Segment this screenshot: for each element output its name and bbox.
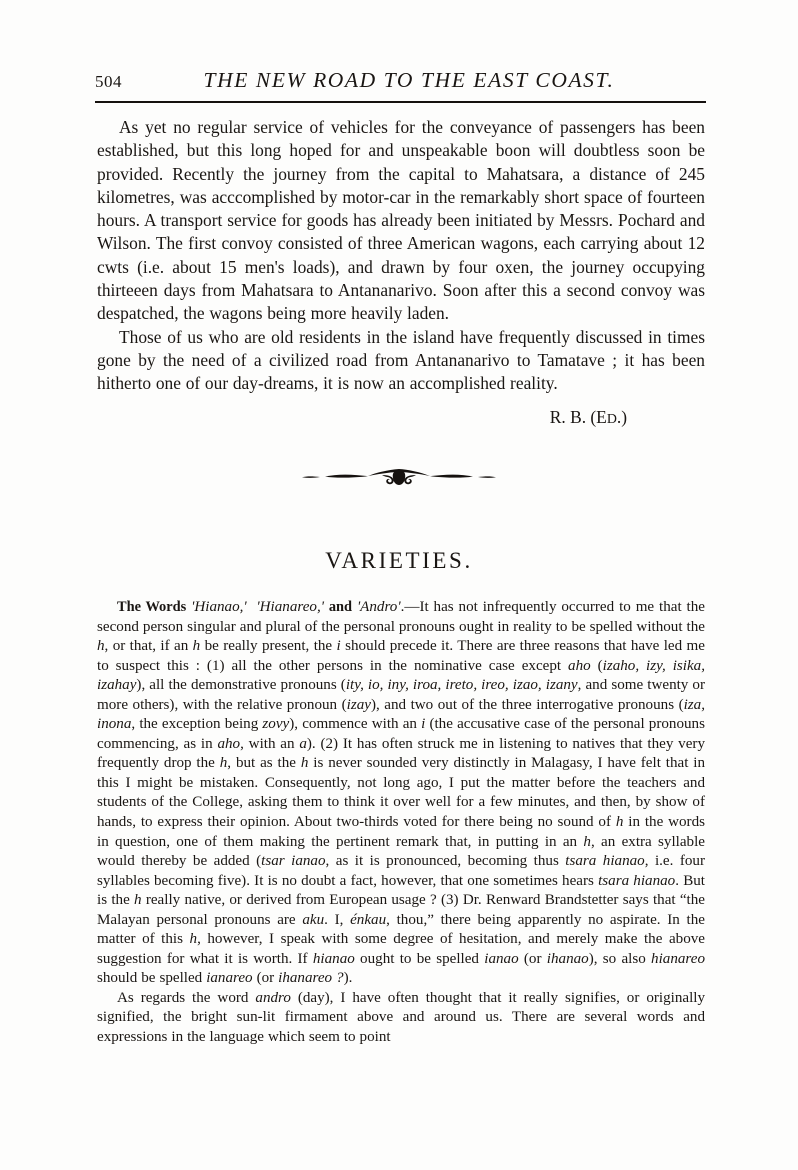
variety-text: , i.e. four syllables becoming five). It is no doubt a fact, however, that one sometimes hears [97, 853, 706, 889]
variety-text: ( [590, 657, 603, 674]
italic-ihanareo: ihanareo ? [278, 970, 344, 987]
variety-paragraph [97, 989, 705, 1048]
variety-text: As regards the word [117, 989, 256, 1006]
italic-h: h [192, 638, 201, 655]
byline-smallcap: D [606, 411, 617, 427]
italic-ianareo: ianareo [206, 970, 253, 987]
header-rule [95, 101, 706, 103]
variety-text: ), commence with an [289, 716, 422, 733]
variety-text: . But is the [97, 872, 706, 909]
italic-aku: aku [302, 911, 325, 928]
variety-text: (the accusative case of the personal pronouns commencing, as in [97, 716, 705, 752]
italic-aho: aho [217, 735, 241, 752]
italic-h: h [583, 833, 591, 850]
italic-pronoun-list: izaho, izy, isika, izahay [97, 657, 705, 694]
italic-pronoun-list: ity, io, iny, iroa, ireto, ireo, izao, izany [345, 677, 578, 694]
italic-hianareo: hianareo [651, 950, 705, 967]
variety-text: should be spelled [97, 970, 207, 987]
variety-text: ). (2) It has often struck me in listening to natives that they very frequently drop the [97, 735, 705, 772]
variety-text: .—It has not infrequently occurred to me that the second person singular and plural of the personal pronouns ought in reality to be spelled without the [97, 599, 705, 635]
variety-text: (or [518, 950, 547, 967]
variety-text: , or that, if an [104, 638, 193, 655]
variety-text: should precede it. There are three reasons that have led me to suspect this : (1) all the other persons in the nominative case except [97, 638, 705, 674]
byline-tail: .) [616, 406, 627, 427]
variety-text: ), and two out of the three interrogative pronouns ( [370, 696, 684, 713]
decorative-flourish-icon [294, 462, 504, 490]
variety-text: ), all the demonstrative pronouns ( [136, 677, 346, 694]
variety-headword-1: 'Hianao,' [191, 599, 247, 615]
running-head [95, 68, 705, 98]
variety-text: (day), I have often thought that it really signifies, or originally signified, the bright sun-lit firmament above and around us. There are several words and expressions in the language which seem to point [97, 989, 706, 1046]
italic-h: h [300, 755, 309, 772]
article-body [97, 116, 705, 431]
variety-text: , an extra syllable would thereby be added ( [97, 833, 705, 870]
italic-hianao: hianao [312, 950, 355, 967]
italic-tsara-hianao: tsara hianao [565, 853, 645, 870]
italic-tsar-ianao: tsar ianao [261, 853, 326, 870]
variety-run-in-head: The Words [117, 599, 187, 615]
section-heading: VARIETIES. [325, 548, 473, 573]
variety-text: (or [252, 970, 279, 987]
italic-a: a [299, 735, 307, 752]
variety-head-conjunction: and [328, 599, 353, 615]
variety-text: be really present, the [200, 638, 337, 655]
variety-text: is never sounded very distinctly in Malagasy, I have felt that in this I might be mistaken. Consequently, not long ago, I put the matter before the teachers and students of the College, asking them to think it over well for a few minutes, and then, by show of hands, to express their opinion. About two-thirds voted for there being no sound of [97, 755, 706, 831]
italic-aho: aho [568, 657, 591, 674]
variety-text: ought to be spelled [354, 950, 485, 967]
variety-text: , but as the [227, 755, 301, 772]
italic-i: i [336, 638, 341, 655]
variety-text: , and some twenty or more others), with the relative pronoun ( [97, 677, 705, 713]
variety-text: . I, [324, 911, 351, 928]
italic-ihanao: ihanao [546, 950, 589, 967]
variety-text: , as it is pronounced, becoming thus [325, 853, 566, 870]
italic-iza-inona: iza, inona [97, 696, 705, 733]
italic-enkau: énkau [350, 911, 387, 928]
ornament-divider [0, 462, 798, 502]
italic-h: h [615, 814, 624, 831]
italic-h: h [219, 755, 228, 772]
page-number: 504 [95, 72, 122, 91]
paragraph: As yet no regular service of vehicles for the conveyance of passengers has been established, but this long hoped for and unspeakable boon will doubtless soon be provided. Recently the journey from the capital to Mahatsara, a distance of 245 kilometres, was acccomplished by motor-car in the remarkably short space of fourteen hours. A transport service for goods has already been initiated by Messrs. Pochard and Wilson. The first convoy consisted of three American wagons, each carrying about 12 cwts (i.e. about 15 men's loads), and drawn by four oxen, the journey occupying thirteeen days from Mahatsara to Antananarivo. Soon after this a second convoy was despatched, the wagons being more heavily laden. [97, 117, 705, 324]
italic-izay: izay [346, 696, 371, 713]
variety-text: really native, or derived from European usage ? (3) Dr. Renward Brandstetter says that “the Malayan personal pronouns are [97, 892, 705, 928]
running-title: THE NEW ROAD TO THE EAST COAST. [203, 68, 615, 92]
variety-text: ). [343, 970, 353, 987]
variety-headword-3: 'Andro' [356, 599, 401, 615]
byline-initials: R. B. (E [549, 406, 607, 427]
paragraph: Those of us who are old residents in the island have frequently discussed in times gone by the need of a civilized road from Antananarivo to Tamatave ; it has been hitherto one of our day-dreams, it is now an accomplished reality. [97, 326, 705, 394]
italic-h: h [97, 638, 105, 655]
italic-tsara-hianao: tsara hianao [598, 872, 676, 889]
variety-text: , thou,” there being apparently no aspirate. In the matter of this [97, 911, 705, 948]
italic-zovy: zovy [262, 716, 290, 733]
italic-i: i [421, 716, 426, 733]
variety-text: in the words in question, one of them making the pertinent remark that, in putting in an [97, 814, 706, 850]
italic-ianao: ianao [484, 950, 519, 967]
variety-text: , the exception being [131, 716, 263, 733]
varieties-section [97, 598, 705, 1048]
variety-headword-2: 'Hianareo,' [256, 599, 324, 615]
italic-h: h [189, 931, 198, 948]
variety-entry [97, 598, 705, 989]
variety-text: , however, I speak with some degree of hesitation, and merely make the above suggestion for what it is worth. If [97, 931, 705, 967]
italic-h: h [134, 892, 142, 909]
article-byline [97, 406, 705, 431]
italic-andro: andro [255, 989, 291, 1006]
variety-text: ), so also [588, 950, 652, 967]
variety-text: , with an [240, 735, 300, 752]
